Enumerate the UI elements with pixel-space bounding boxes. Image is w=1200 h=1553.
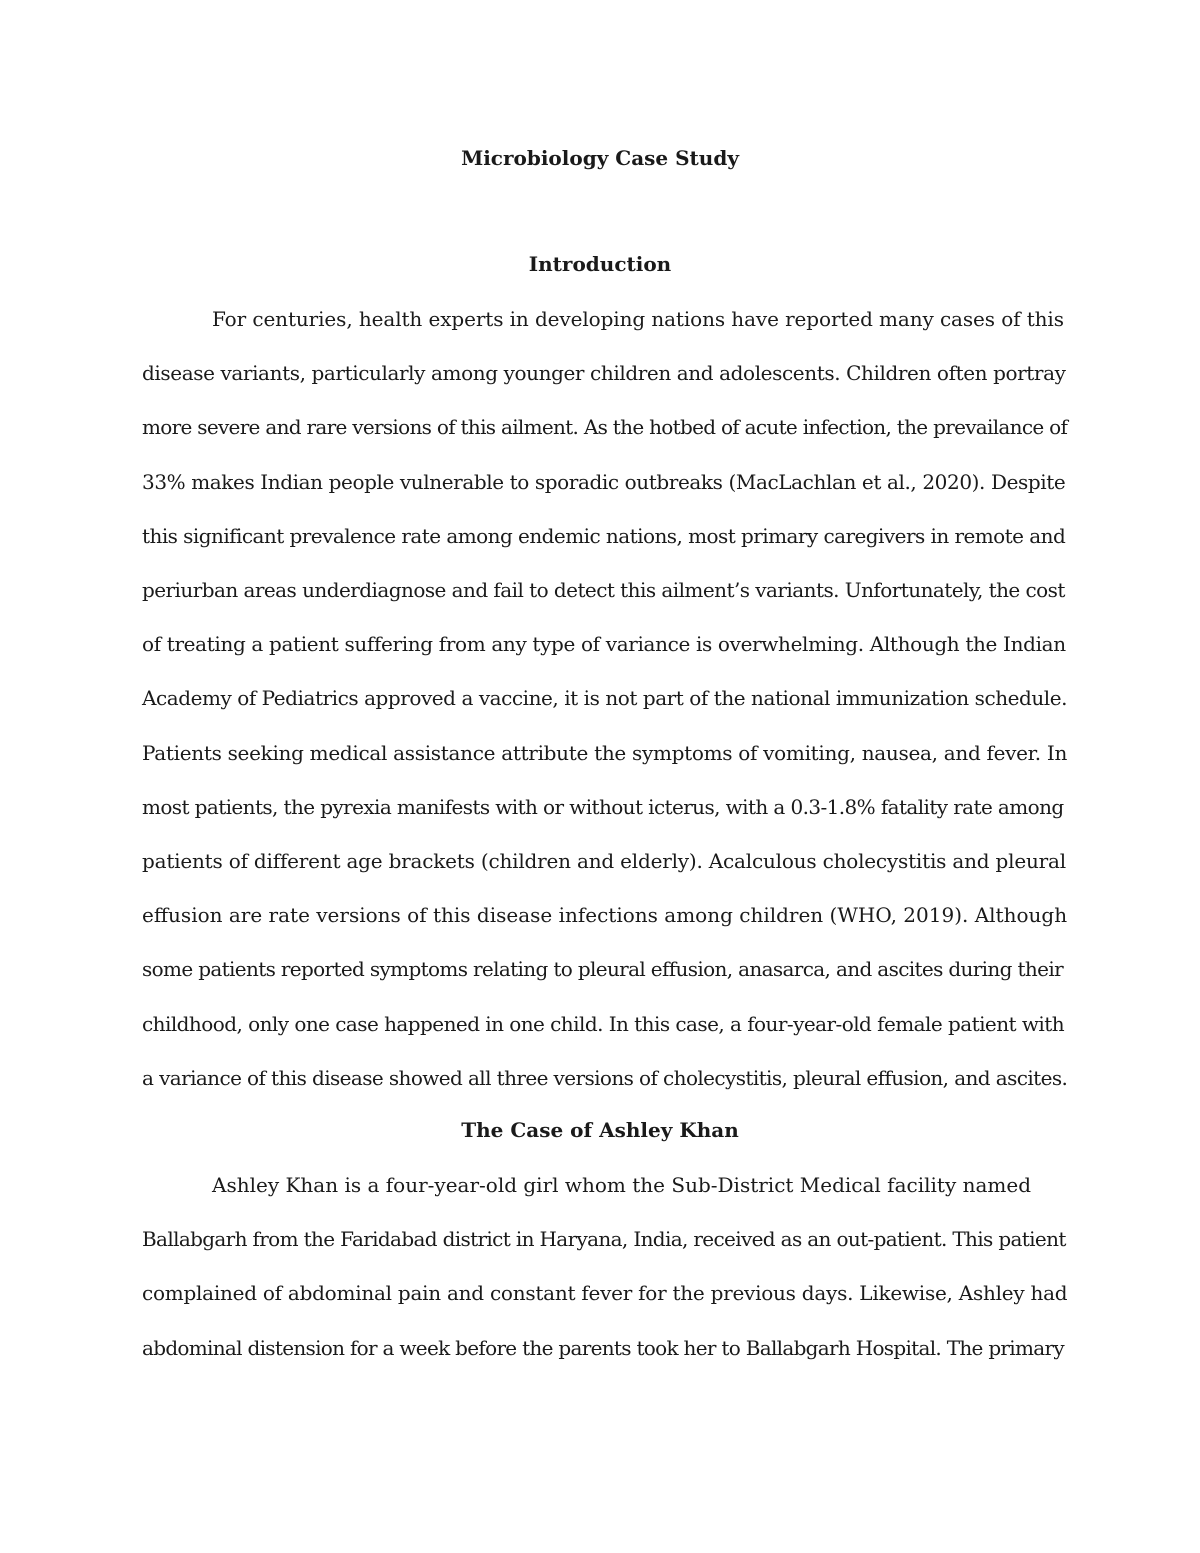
paragraph-case	[142, 1158, 1067, 1375]
paragraph-line: abdominal distension for a week before the parents took her to Ballabgarh Hospital. The primary	[142, 1335, 1064, 1360]
document-title: Microbiology Case Study	[461, 146, 739, 170]
section-heading-case: The Case of Ashley Khan	[461, 1118, 739, 1142]
section-heading-introduction: Introduction	[528, 252, 672, 276]
paragraph-line: more severe and rare versions of this ailment. As the hotbed of acute infection, the prevailance of	[142, 415, 1068, 440]
paragraph-line: most patients, the pyrexia manifests with or without icterus, with a 0.3-1.8% fatality rate among	[142, 794, 1064, 819]
paragraph-line: periurban areas underdiagnose and fail to detect this ailment’s variants. Unfortunately, the cost	[142, 578, 1065, 603]
paragraph-line: some patients reported symptoms relating to pleural effusion, anasarca, and ascites during their	[142, 957, 1063, 982]
paragraph-line: disease variants, particularly among younger children and adolescents. Children often portray	[142, 361, 1066, 386]
paragraph-introduction	[142, 292, 1067, 1105]
paragraph-line: 33% makes Indian people vulnerable to sporadic outbreaks (MacLachlan et al., 2020). Despite	[142, 469, 1066, 494]
paragraph-line: Ashley Khan is a four-year-old girl whom the Sub-District Medical facility named	[212, 1173, 1032, 1197]
paragraph-line: this significant prevalence rate among endemic nations, most primary caregivers in remote and	[142, 523, 1066, 548]
paragraph-line: complained of abdominal pain and constant fever for the previous days. Likewise, Ashley had	[142, 1281, 1068, 1306]
paragraph-line: effusion are rate versions of this disease infections among children (WHO, 2019). Although	[142, 903, 1068, 928]
paragraph-line: Ballabgarh from the Faridabad district in Haryana, India, received as an out-patient. This patient	[142, 1227, 1066, 1252]
paragraph-line: For centuries, health experts in developing nations have reported many cases of this	[212, 307, 1064, 331]
paragraph-line: Academy of Pediatrics approved a vaccine, it is not part of the national immunization schedule.	[142, 686, 1068, 711]
paragraph-line: Patients seeking medical assistance attribute the symptoms of vomiting, nausea, and fever. In	[142, 740, 1068, 765]
paragraph-line: of treating a patient suffering from any type of variance is overwhelming. Although the Indian	[142, 632, 1066, 657]
paragraph-line: childhood, only one case happened in one child. In this case, a four-year-old female patient with	[142, 1011, 1065, 1036]
paragraph-line: a variance of this disease showed all three versions of cholecystitis, pleural effusion, and ascites.	[142, 1065, 1068, 1090]
paragraph-line: patients of different age brackets (children and elderly). Acalculous cholecystitis and pleural	[142, 849, 1066, 874]
